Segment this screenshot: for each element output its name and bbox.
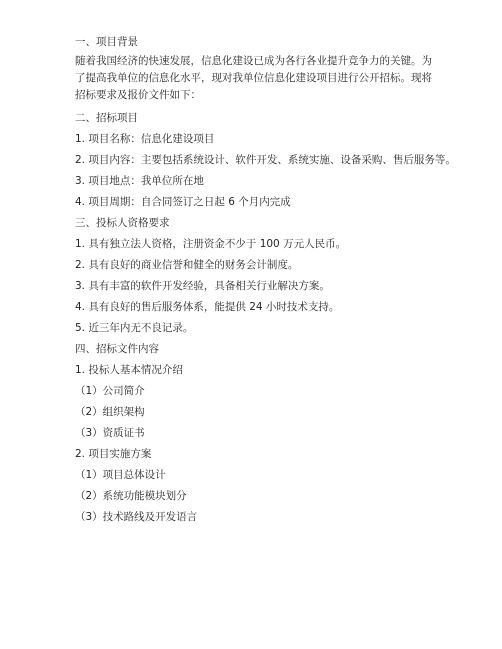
qualification-item-4: 4. 具有良好的售后服务体系，能提供 24 小时技术支持。 [75,301,340,313]
bid-item-1: 1. 投标人基本情况介绍 [75,364,183,376]
section-heading-background: 一、项目背景 [75,36,138,48]
document-body [75,32,456,528]
bid-subitem-2-3: （3）技术路线及开发语言 [75,511,198,523]
project-item-content: 2. 项目内容：主要包括系统设计、软件开发、系统实施、设备采购、售后服务等。 [75,154,456,166]
bid-subitem-1-1: （1）公司简介 [75,385,145,397]
qualification-item-3: 3. 具有丰富的软件开发经验，具备相关行业解决方案。 [75,280,330,292]
project-item-location: 3. 项目地点：我单位所在地 [75,175,204,187]
bid-subitem-2-2: （2）系统功能模块划分 [75,490,187,502]
qualification-item-5: 5. 近三年内无不良记录。 [75,322,194,334]
project-item-name: 1. 项目名称：信息化建设项目 [75,133,215,145]
bid-subitem-2-1: （1）项目总体设计 [75,469,166,481]
bid-subitem-1-2: （2）组织架构 [75,406,145,418]
project-item-period: 4. 项目周期：自合同签订之日起 6 个月内完成 [75,196,291,208]
bid-item-2: 2. 项目实施方案 [75,448,152,460]
section-heading-bid-contents: 四、招标文件内容 [75,343,159,355]
background-paragraph: 随着我国经济的快速发展，信息化建设已成为各行各业提升竞争力的关键。为了提高我单位的信息化水平，现对我单位信息化建设项目进行公开招标。现将招标要求及报价文件如下： [75,55,432,101]
bid-subitem-1-3: （3）资质证书 [75,427,145,439]
qualification-item-1: 1. 具有独立法人资格，注册资金不少于 100 万元人民币。 [75,238,347,250]
qualification-item-2: 2. 具有良好的商业信誉和健全的财务会计制度。 [75,259,299,271]
section-heading-qualification: 三、投标人资格要求 [75,217,170,229]
section-heading-project: 二、招标项目 [75,112,138,124]
